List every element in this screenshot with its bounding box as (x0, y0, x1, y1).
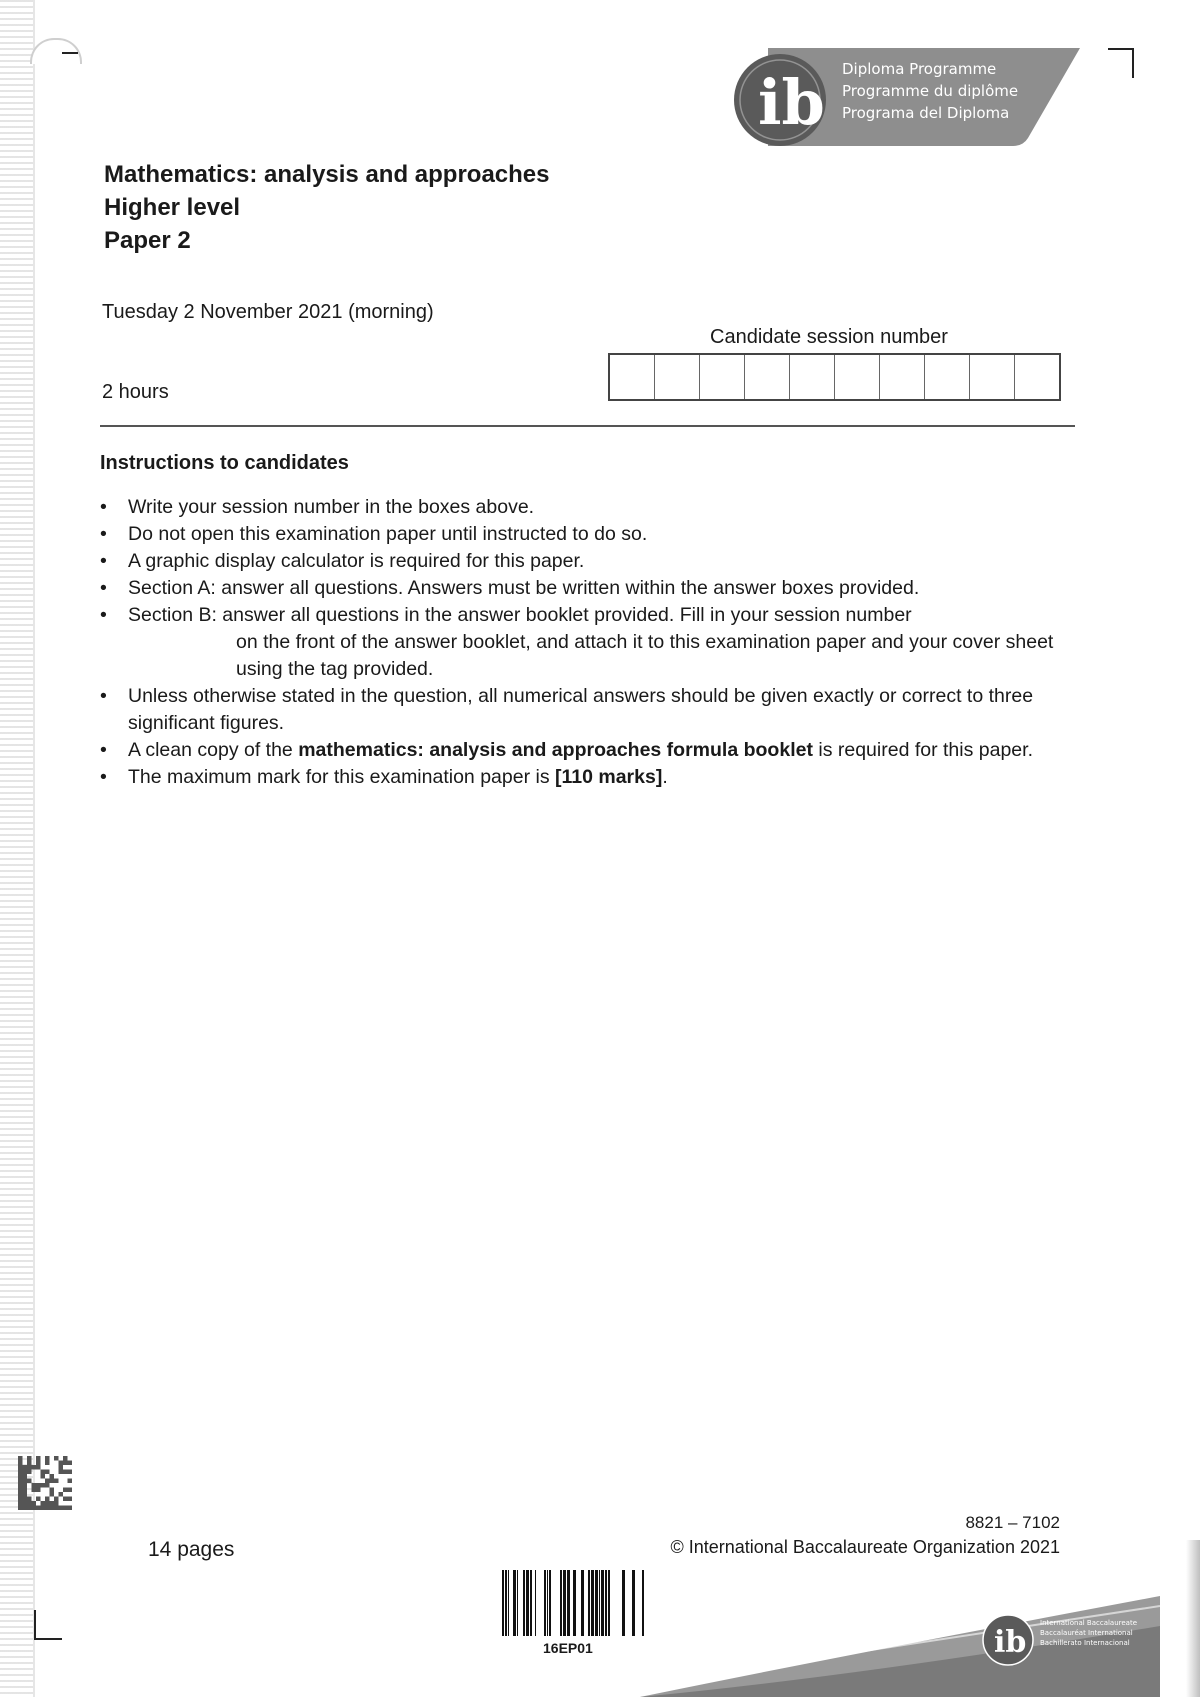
datamatrix-cell (27, 1479, 32, 1484)
instruction-item: • A graphic display calculator is required for this paper. (100, 548, 1060, 575)
datamatrix-cell (68, 1479, 73, 1484)
barcode-bar (599, 1570, 600, 1636)
datamatrix-cell (36, 1506, 41, 1511)
datamatrix-cell (36, 1465, 41, 1470)
scan-edge-strip (0, 0, 34, 1697)
datamatrix-cell (50, 1492, 55, 1497)
datamatrix-cell (45, 1456, 50, 1461)
datamatrix-cell (45, 1501, 50, 1506)
barcode-bar (567, 1570, 570, 1636)
footer-org-line: International Baccalaureate (1040, 1619, 1138, 1627)
exam-duration: 2 hours (102, 381, 169, 403)
session-number-box[interactable] (655, 355, 700, 399)
datamatrix-cell (23, 1506, 28, 1511)
instruction-item: • Unless otherwise stated in the question, all numerical answers should be given exactly or correct to three significant figures. (100, 683, 1060, 737)
datamatrix-cell (68, 1461, 73, 1466)
datamatrix-cell (54, 1479, 59, 1484)
datamatrix-cell (23, 1492, 28, 1497)
instruction-item: • Write your session number in the boxes above. (100, 494, 1060, 521)
subject-title: Mathematics: analysis and approaches (104, 161, 550, 188)
logo-text (842, 58, 1018, 124)
session-number-box[interactable] (835, 355, 880, 399)
datamatrix-code (18, 1456, 72, 1510)
session-number-box[interactable] (880, 355, 925, 399)
datamatrix-cell (63, 1456, 68, 1461)
crop-mark-bottom-left (34, 1610, 62, 1640)
scan-edge-line (33, 0, 35, 1697)
datamatrix-cell (41, 1474, 46, 1479)
datamatrix-cell (18, 1501, 23, 1506)
datamatrix-cell (41, 1501, 46, 1506)
datamatrix-cell (41, 1470, 46, 1475)
copyright-notice: © International Baccalaureate Organization 2021 (670, 1537, 1060, 1557)
datamatrix-cell (32, 1483, 37, 1488)
paper-code: 8821 – 7102 (965, 1513, 1060, 1532)
paper-title: Paper 2 (104, 227, 191, 254)
session-number-label: Candidate session number (710, 326, 948, 348)
datamatrix-cell (50, 1488, 55, 1493)
punch-hole (30, 38, 82, 64)
datamatrix-cell (50, 1501, 55, 1506)
barcode-bar (588, 1570, 590, 1636)
datamatrix-cell (18, 1465, 23, 1470)
datamatrix-cell (68, 1470, 73, 1475)
datamatrix-cell (63, 1506, 68, 1511)
datamatrix-cell (59, 1492, 64, 1497)
datamatrix-cell (68, 1497, 73, 1502)
datamatrix-cell (36, 1456, 41, 1461)
footer-ib-logo (980, 1612, 1036, 1668)
barcode-bar (513, 1570, 516, 1636)
footer-org-text (1040, 1618, 1137, 1648)
datamatrix-cell (27, 1497, 32, 1502)
footer-org-line: Baccalauréat International (1040, 1629, 1133, 1637)
logo-line-es: Programa del Diploma (842, 104, 1010, 122)
instruction-item: • A clean copy of the mathematics: analysis and approaches formula booklet is required for this paper. (100, 737, 1060, 764)
datamatrix-cell (32, 1465, 37, 1470)
barcode-bar (563, 1570, 566, 1636)
datamatrix-cell (54, 1497, 59, 1502)
barcode-bar (547, 1570, 548, 1636)
instruction-item: • Do not open this examination paper until instructed to do so. (100, 521, 1060, 548)
datamatrix-cell (23, 1497, 28, 1502)
datamatrix-cell (23, 1483, 28, 1488)
logo-line-fr: Programme du diplôme (842, 82, 1019, 100)
datamatrix-cell (36, 1488, 41, 1493)
barcode-bar (505, 1570, 507, 1636)
barcode-bar (601, 1570, 604, 1636)
instruction-item: • Section B: answer all questions in the answer booklet provided. Fill in your session number on the front of the answer booklet, and attach it to this examination paper and your cover sheet using the tag provided. (100, 602, 1060, 683)
datamatrix-cell (45, 1506, 50, 1511)
scan-shadow (1186, 1540, 1200, 1697)
datamatrix-cell (54, 1506, 59, 1511)
datamatrix-cell (59, 1465, 64, 1470)
datamatrix-cell (50, 1474, 55, 1479)
datamatrix-cell (18, 1483, 23, 1488)
ib-logo-glyph: ib (758, 66, 825, 139)
footer-ib-logo-glyph: ib (994, 1625, 1027, 1660)
datamatrix-cell (32, 1488, 37, 1493)
datamatrix-cell (18, 1497, 23, 1502)
datamatrix-cell (18, 1456, 23, 1461)
instruction-item: • Section A: answer all questions. Answers must be written within the answer boxes provided. (100, 575, 1060, 602)
datamatrix-cell (36, 1461, 41, 1466)
datamatrix-cell (54, 1501, 59, 1506)
instructions-heading: Instructions to candidates (100, 452, 349, 474)
crop-mark-top-right (1108, 48, 1134, 78)
datamatrix-cell (18, 1470, 23, 1475)
barcode-bar (526, 1570, 529, 1636)
exam-date: Tuesday 2 November 2021 (morning) (102, 301, 434, 323)
instruction-continuation: on the front of the answer booklet, and attach it to this examination paper and your cover sheet using the tag provided. (236, 631, 1054, 680)
datamatrix-cell (63, 1470, 68, 1475)
datamatrix-cell (59, 1470, 64, 1475)
barcode-bar (508, 1570, 509, 1636)
datamatrix-cell (50, 1479, 55, 1484)
datamatrix-cell (27, 1506, 32, 1511)
footer-org-line: Bachillerato Internacional (1040, 1639, 1130, 1647)
datamatrix-cell (63, 1461, 68, 1466)
datamatrix-cell (18, 1479, 23, 1484)
level-title: Higher level (104, 194, 241, 221)
barcode-bar (608, 1570, 610, 1636)
session-number-box[interactable] (700, 355, 745, 399)
datamatrix-cell (18, 1474, 23, 1479)
barcode-bar (502, 1570, 504, 1636)
barcode-bar (632, 1570, 635, 1636)
header-divider (100, 425, 1075, 427)
datamatrix-cell (59, 1461, 64, 1466)
datamatrix-cell (41, 1483, 46, 1488)
crop-mark-top-left (62, 52, 78, 56)
datamatrix-cell (59, 1506, 64, 1511)
datamatrix-cell (45, 1461, 50, 1466)
barcode-bar (591, 1570, 594, 1636)
datamatrix-cell (45, 1470, 50, 1475)
instruction-item: • The maximum mark for this examination paper is [110 marks]. (100, 764, 1060, 791)
datamatrix-cell (63, 1488, 68, 1493)
datamatrix-cell (23, 1479, 28, 1484)
barcode-bar (573, 1570, 576, 1636)
session-number-box[interactable] (925, 355, 970, 399)
datamatrix-cell (32, 1501, 37, 1506)
datamatrix-cell (68, 1488, 73, 1493)
barcode-bar (535, 1570, 536, 1636)
datamatrix-cell (27, 1501, 32, 1506)
datamatrix-cell (27, 1470, 32, 1475)
barcode-bar (595, 1570, 598, 1636)
datamatrix-cell (18, 1506, 23, 1511)
session-number-box[interactable] (1015, 355, 1059, 399)
datamatrix-cell (18, 1492, 23, 1497)
instructions-list (100, 494, 1060, 791)
barcode-bar (622, 1570, 625, 1636)
datamatrix-cell (36, 1483, 41, 1488)
logo-line-en: Diploma Programme (842, 60, 997, 78)
datamatrix-cell (68, 1506, 73, 1511)
barcode-bar (523, 1570, 525, 1636)
barcode-bar (517, 1570, 518, 1636)
max-marks: [110 marks] (555, 766, 663, 788)
barcode-bar (530, 1570, 532, 1636)
datamatrix-cell (41, 1506, 46, 1511)
datamatrix-cell (23, 1465, 28, 1470)
page-count: 14 pages (148, 1538, 235, 1561)
datamatrix-cell (27, 1465, 32, 1470)
barcode-bar (560, 1570, 562, 1636)
session-number-boxes[interactable] (608, 353, 1061, 401)
formula-booklet-name: mathematics: analysis and approaches formula booklet (298, 739, 813, 761)
exam-title (104, 158, 550, 257)
datamatrix-cell (54, 1456, 59, 1461)
session-number-box[interactable] (610, 355, 655, 399)
barcode-bar (581, 1570, 584, 1636)
datamatrix-cell (23, 1474, 28, 1479)
datamatrix-cell (27, 1461, 32, 1466)
barcode (502, 1570, 648, 1638)
session-number-box[interactable] (790, 355, 835, 399)
barcode-bar (549, 1570, 551, 1636)
datamatrix-cell (45, 1497, 50, 1502)
datamatrix-cell (63, 1497, 68, 1502)
datamatrix-cell (18, 1461, 23, 1466)
datamatrix-cell (23, 1488, 28, 1493)
datamatrix-cell (36, 1497, 41, 1502)
datamatrix-cell (32, 1506, 37, 1511)
session-number-box[interactable] (745, 355, 790, 399)
datamatrix-cell (18, 1488, 23, 1493)
datamatrix-cell (23, 1470, 28, 1475)
barcode-bar (605, 1570, 607, 1636)
session-number-box[interactable] (970, 355, 1015, 399)
datamatrix-cell (27, 1456, 32, 1461)
datamatrix-cell (45, 1479, 50, 1484)
datamatrix-cell (45, 1483, 50, 1488)
barcode-bar (544, 1570, 546, 1636)
datamatrix-cell (23, 1501, 28, 1506)
barcode-label: 16EP01 (543, 1640, 593, 1656)
datamatrix-cell (50, 1506, 55, 1511)
